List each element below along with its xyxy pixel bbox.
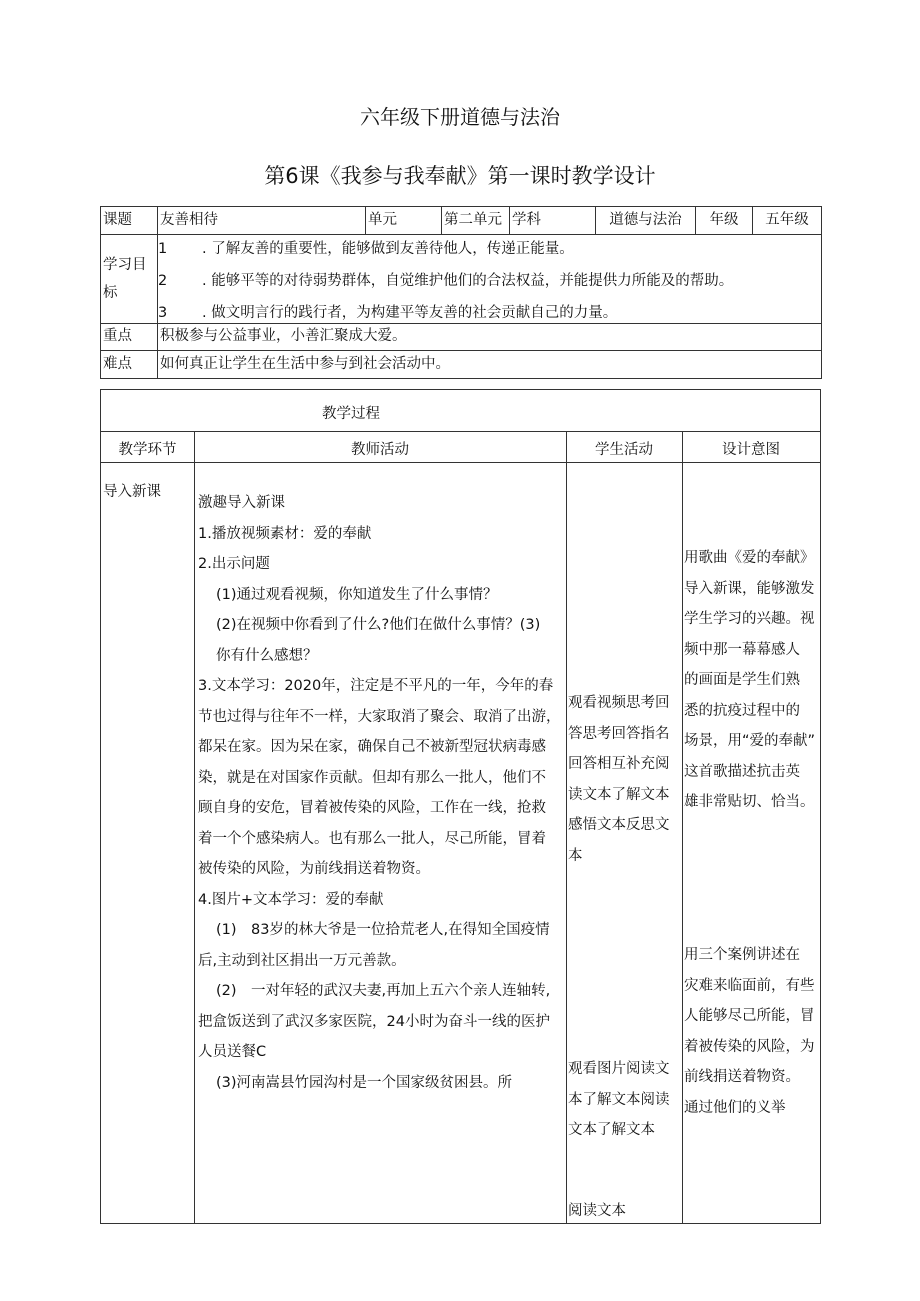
student-line: 本: [568, 847, 583, 864]
student-line: 阅读文本: [568, 1203, 626, 1219]
teacher-line: 顾自身的安危，冒着被传染的风险，工作在一线，抢救: [198, 800, 546, 816]
col-header-design: 设计意图: [722, 442, 780, 458]
design-intent-2: [684, 940, 822, 1123]
design-line: 学生学习的兴趣。视: [684, 611, 815, 627]
goal-item: 3 . 做文明言行的践行者，为构建平等友善的社会贡献自己的力量。: [158, 305, 618, 321]
teacher-line: 被传染的风险，为前线捐送着物资。: [198, 861, 430, 877]
lesson-label: 课题: [101, 207, 158, 235]
key-label: 重点: [101, 324, 158, 351]
teacher-line: 染，就是在对国家作贡献。但却有那么一批人，他们不: [198, 769, 546, 786]
teacher-line: 都呆在家。因为呆在家，确保自己不被新型冠状病毒感: [198, 739, 546, 755]
col-header-teacher: 教师活动: [351, 442, 409, 458]
design-line: 用歌曲《爱的奉献》: [684, 550, 815, 566]
grade-value: 五年级: [753, 207, 822, 235]
difficult-point-row: [101, 351, 822, 379]
teacher-line: 你有什么感想？: [216, 647, 318, 664]
key-point-row: [101, 324, 822, 351]
teacher-line: 人员送餐C: [198, 1044, 267, 1060]
student-line: 文本了解文本: [568, 1122, 655, 1138]
subject-label: 学科: [510, 207, 596, 235]
goal-item: 1 . 了解友善的重要性，能够做到友善待他人，传递正能量。: [158, 241, 574, 257]
stage-name: 导入新课: [103, 484, 161, 500]
design-line: 的画面是学生们熟: [684, 672, 800, 688]
key-value: 积极参与公益事业，小善汇聚成大爱。: [158, 324, 822, 351]
teacher-line: 4.图片+文本学习：爱的奉献: [198, 891, 384, 908]
design-line: 用三个案例讲述在: [684, 947, 800, 963]
teacher-line: 3.文本学习：2020年，注定是不平凡的一年，今年的春: [198, 678, 554, 694]
goals-list: [158, 235, 821, 323]
design-line: 着被传染的风险，为: [684, 1038, 815, 1055]
student-line: 答思考回答指名: [568, 725, 670, 742]
document-subtitle: 第6课《我参与我奉献》第一课时教学设计: [264, 164, 656, 188]
teacher-line: 把盒饭送到了武汉多家医院，24小时为奋斗一线的医护: [198, 1013, 550, 1030]
teacher-line: (3)河南嵩县竹园沟村是一个国家级贫困县。所: [216, 1074, 513, 1091]
design-line: 前线捐送着物资。: [684, 1069, 800, 1085]
difficult-label: 难点: [101, 351, 158, 379]
design-line: 这首歌描述抗击英: [684, 763, 800, 780]
design-line: 频中那一幕幕感人: [684, 641, 800, 658]
design-intent-1: [684, 543, 822, 818]
subject-value: 道德与法治: [596, 207, 696, 235]
teacher-line: 激趣导入新课: [198, 495, 285, 511]
teacher-line: 1.播放视频素材：爱的奉献: [198, 525, 372, 542]
teacher-line: (1) 83岁的林大爷是一位拾荒老人,在得知全国疫情: [216, 922, 550, 938]
design-line: 雄非常贴切、恰当。: [684, 794, 815, 810]
student-line: 观看图片阅读文: [568, 1061, 670, 1077]
student-activity-3: [568, 1196, 684, 1227]
lesson-info-table: [100, 206, 822, 379]
unit-value: 第二单元: [442, 207, 510, 235]
goal-item: 2 . 能够平等的对待弱势群体，自觉维护他们的合法权益，并能提供力所能及的帮助。: [158, 273, 734, 289]
teacher-activity: [198, 488, 566, 1098]
process-title: 教学过程: [322, 406, 380, 422]
teacher-line: (2) 一对年轻的武汉夫妻,再加上五六个亲人连轴转,: [216, 983, 551, 999]
teacher-line: 2.出示问题: [198, 556, 270, 572]
unit-label: 单元: [366, 207, 442, 235]
design-line: 人能够尽己所能，冒: [684, 1008, 815, 1024]
teaching-process-table: [100, 389, 821, 1224]
student-activity-1: [568, 688, 684, 871]
grade-label: 年级: [696, 207, 753, 235]
design-line: 通过他们的义举: [684, 1099, 786, 1116]
col-header-stage: 教学环节: [118, 442, 177, 458]
difficult-value: 如何真正让学生在生活中参与到社会活动中。: [158, 351, 822, 379]
teacher-line: 节也过得与往年不一样，大家取消了聚会、取消了出游，: [198, 708, 561, 725]
goals-label: 学习目标: [101, 235, 158, 324]
document-title: 六年级下册道德与法治: [360, 105, 560, 129]
student-line: 本了解文本阅读: [568, 1091, 670, 1108]
lesson-row: [101, 207, 822, 235]
lesson-value: 友善相待: [158, 207, 366, 235]
design-line: 导入新课，能够激发: [684, 580, 815, 597]
col-header-student: 学生活动: [595, 442, 653, 458]
design-line: 灾难来临面前，有些: [684, 977, 815, 994]
design-line: 悉的抗疫过程中的: [684, 702, 800, 719]
student-line: 回答相互补充阅: [568, 756, 670, 772]
design-line: 场景，用“爱的奉献”: [684, 733, 816, 749]
student-line: 观看视频思考回: [568, 695, 670, 711]
student-activity-2: [568, 1054, 684, 1146]
student-line: 读文本了解文本: [568, 786, 670, 803]
goals-row: [101, 235, 822, 324]
teacher-line: (1)通过观看视频，你知道发生了什么事情？: [216, 586, 498, 603]
teacher-line: 着一个个感染病人。也有那么一批人，尽己所能，冒着: [198, 830, 546, 847]
student-line: 感悟文本反思文: [568, 817, 670, 833]
teacher-line: (2)在视频中你看到了什么?他们在做什么事情？(3): [216, 617, 541, 633]
teacher-line: 后,主动到社区捐出一万元善款。: [198, 952, 406, 969]
